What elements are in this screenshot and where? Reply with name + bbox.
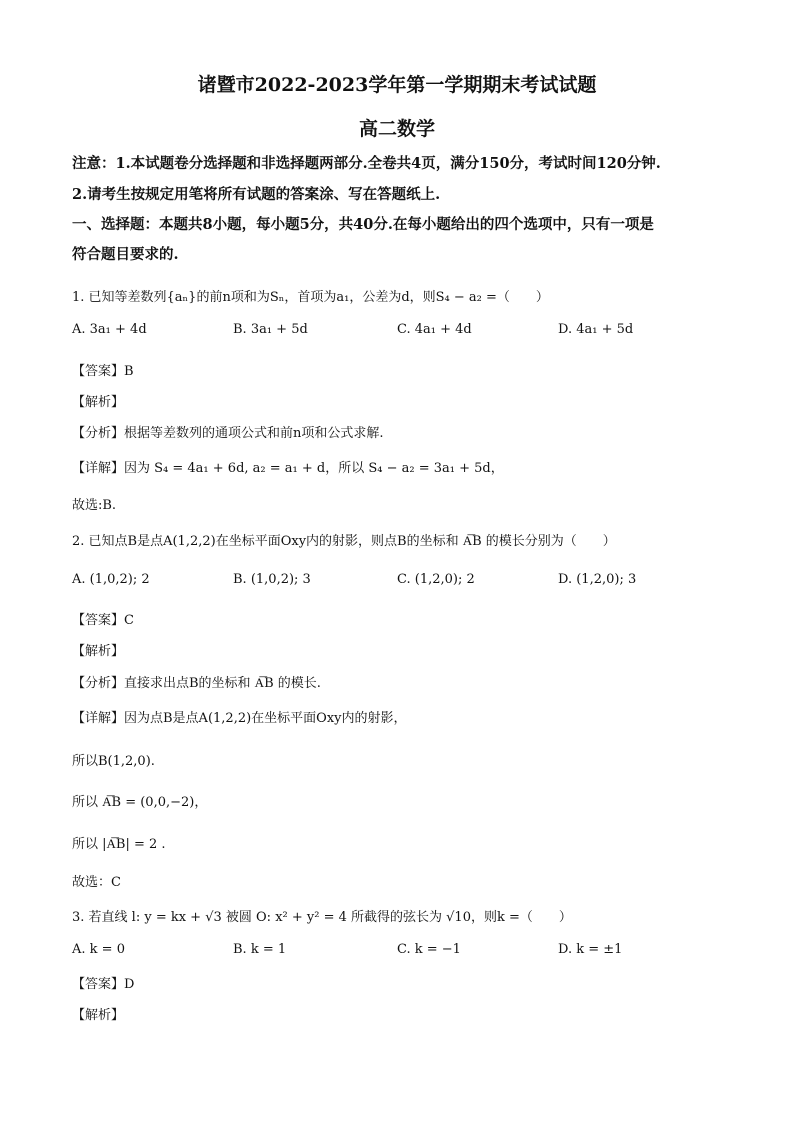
question-2-fenxi: 【分析】直接求出点B的坐标和 A͞B 的模长. bbox=[72, 676, 321, 691]
question-3-option-b: B. k = 1 bbox=[233, 942, 287, 957]
note-line-2: 2.请考生按规定用笔将所有试题的答案涂、写在答题纸上. bbox=[72, 186, 441, 203]
question-1-option-a: A. 3a₁ + 4d bbox=[72, 322, 147, 337]
page-subtitle: 高二数学 bbox=[358, 118, 435, 140]
question-3-answer: 【答案】D bbox=[72, 977, 135, 992]
question-1-option-c: C. 4a₁ + 4d bbox=[397, 322, 472, 337]
question-2-option-c: C. (1,2,0); 2 bbox=[397, 572, 475, 587]
question-1-fenxi: 【分析】根据等差数列的通项公式和前n项和公式求解. bbox=[72, 426, 384, 441]
question-2-option-b: B. (1,0,2); 3 bbox=[233, 572, 311, 587]
page-title: 诸暨市2022-2023学年第一学期期末考试试题 bbox=[197, 74, 597, 96]
question-1-analysis-label: 【解析】 bbox=[72, 395, 125, 410]
section-heading: 一、选择题：本题共8小题，每小题5分，共40分.在每小题给出的四个选项中，只有一项是 bbox=[72, 216, 654, 233]
question-1-stem: 1. 已知等差数列{aₙ}的前n项和为Sₙ，首项为a₁，公差为d，则S₄ − a₂ =（ ） bbox=[72, 290, 549, 305]
question-1-detail: 【详解】因为 S₄ = 4a₁ + 6d, a₂ = a₁ + d，所以 S₄ − a₂ = 3a₁ + 5d， bbox=[72, 461, 504, 476]
question-1-conclusion: 故选:B. bbox=[72, 498, 117, 513]
question-3-option-a: A. k = 0 bbox=[72, 942, 125, 957]
question-1-answer: 【答案】B bbox=[72, 364, 134, 379]
question-2-step-2: 所以 A͞B = (0,0,−2)， bbox=[72, 795, 208, 810]
question-2-conclusion: 故选：C bbox=[72, 875, 121, 890]
question-3-option-c: C. k = −1 bbox=[397, 942, 461, 957]
note-line-1: 注意：1.本试题卷分选择题和非选择题两部分.全卷共4页，满分150分，考试时间120分钟. bbox=[72, 155, 661, 172]
question-1-option-b: B. 3a₁ + 5d bbox=[233, 322, 308, 337]
question-2-option-d: D. (1,2,0); 3 bbox=[558, 572, 637, 587]
question-1-option-d: D. 4a₁ + 5d bbox=[558, 322, 634, 337]
question-2-step-3: 所以 |A͞B| = 2 . bbox=[72, 837, 166, 852]
question-2-step-1: 所以B(1,2,0). bbox=[72, 754, 155, 769]
question-3-option-d: D. k = ±1 bbox=[558, 942, 623, 957]
question-2-stem: 2. 已知点B是点A(1,2,2)在坐标平面Oxy内的射影，则点B的坐标和 A͞B 的模长分别为（ ） bbox=[72, 534, 616, 549]
question-2-detail: 【详解】因为点B是点A(1,2,2)在坐标平面Oxy内的射影， bbox=[72, 711, 407, 726]
question-2-option-a: A. (1,0,2); 2 bbox=[72, 572, 150, 587]
question-2-analysis-label: 【解析】 bbox=[72, 644, 125, 659]
question-3-analysis-label: 【解析】 bbox=[72, 1008, 125, 1023]
section-heading-cont: 符合题目要求的. bbox=[72, 246, 179, 263]
question-3-stem: 3. 若直线 l: y = kx + √3 被圆 O: x² + y² = 4 所截得的弦长为 √10，则k =（ ） bbox=[72, 910, 572, 925]
question-2-answer: 【答案】C bbox=[72, 613, 134, 628]
